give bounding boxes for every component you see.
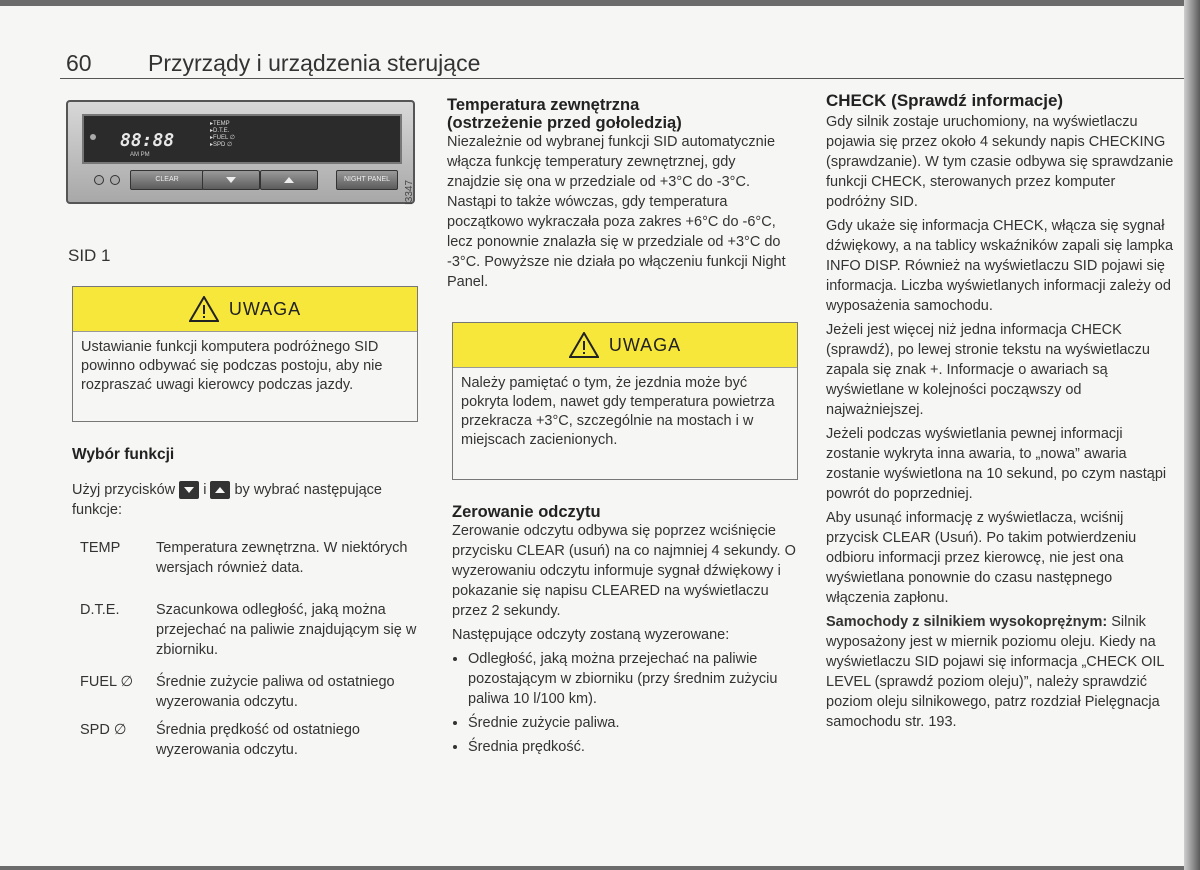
warning-header xyxy=(453,323,797,368)
sid-menu-item: ▸SPD ∅ xyxy=(210,142,233,148)
function-term: D.T.E. xyxy=(80,602,120,618)
check-p5: Aby usunąć informację z wyświetlacza, wciśnij przycisk CLEAR (Usuń). Po takim potwierdzeniu odbioru informacji przez kierowcę, nie jest ona wyświetlana ponownie do czasu następnego włączenia zapłonu. xyxy=(826,510,1137,606)
reset-paragraph: Zerowanie odczytu odbywa się poprzez wciśnięcie przycisku CLEAR (usuń) na co najmniej 4 sekundy. O wyzerowaniu odczytu informuje sygnał dźwiękowy i pokazanie się napisu CLEARED na wyświetlaczu przez 2 sekundy. xyxy=(452,523,796,619)
sid-screen xyxy=(82,114,402,164)
warning-label: UWAGA xyxy=(608,334,682,355)
warning-triangle-icon xyxy=(189,296,219,322)
arrow-down-icon xyxy=(226,177,236,183)
function-item xyxy=(80,720,430,768)
function-term: SPD ∅ xyxy=(80,722,127,738)
warning-text: Ustawianie funkcji komputera podróżnego SID powinno odbywać się podczas postoju, aby nie rozpraszać uwagi kierowcy podczas jazdy. xyxy=(81,339,383,393)
sid-display-illustration xyxy=(66,100,415,204)
function-def: Średnia prędkość od ostatniego wyzerowania odczytu. xyxy=(156,722,360,758)
function-term: FUEL ∅ xyxy=(80,674,134,690)
function-def: Średnie zużycie paliwa od ostatniego wyzerowania odczytu. xyxy=(156,674,395,710)
diesel-label: Samochody z silnikiem wysokoprężnym: xyxy=(826,614,1108,630)
warning-triangle-icon xyxy=(569,332,599,358)
sid-menu-list xyxy=(210,121,235,149)
sid-menu-item: ▸D.T.E. xyxy=(210,128,230,134)
temp-heading-1: Temperatura zewnętrzna xyxy=(447,96,640,114)
list-item: • Średnia prędkość. xyxy=(468,737,802,757)
warning-text: Należy pamiętać o tym, że jezdnia może być pokryta lodem, nawet gdy temperatura powietrza przekracza +3°C, szczególnie na mostach i w miejscach zacienionych. xyxy=(461,375,775,448)
sid-menu-item: ▸FUEL ∅ xyxy=(210,135,236,141)
function-item xyxy=(80,600,430,672)
function-item xyxy=(80,538,430,600)
temp-heading-2: (ostrzeżenie przed gołoledzią) xyxy=(447,114,682,132)
temp-paragraph: Niezależnie od wybranej funkcji SID automatycznie włącza funkcję temperatury zewnętrznej, gdy znajdzie się ona w przedziale od +3°C do -3°C. Nastąpi to także wówczas, gdy temperatura początkowo wykraczała poza zakres +6°C do -6°C, lecz ponownie znalazła się w przedziale od +3°C do -3°C. Powyższe nie działa po włączeniu funkcji Night Panel. xyxy=(447,134,786,290)
reset-heading: Zerowanie odczytu xyxy=(452,503,601,521)
function-list xyxy=(80,538,430,768)
page-number: 60 xyxy=(66,50,92,76)
sid-clear-button: CLEAR xyxy=(130,170,204,190)
function-item xyxy=(80,672,430,720)
diesel-text: Silnik wyposażony jest w miernik poziomu oleju. Kiedy na wyświetlaczu SID pojawi się informacja „CHECK OIL LEVEL (sprawdź poziom oleju)”, należy sprawdzić poziom oleju silnikowego, patrz rozdział Pielęgnacja samochodu str. 193. xyxy=(826,614,1164,730)
function-def: Szacunkowa odległość, jaką można przejechać na paliwie znajdującym się w zbiorniku. xyxy=(156,602,417,658)
sid-ampm: AM PM xyxy=(130,152,150,158)
function-term: TEMP xyxy=(80,540,121,556)
down-button-icon xyxy=(179,481,199,499)
middle-column xyxy=(447,96,797,296)
chapter-title: Przyrządy i urządzenia sterujące xyxy=(148,50,481,76)
knob-icon xyxy=(94,175,104,185)
section-title-wybor xyxy=(72,446,174,464)
intro-mid: i xyxy=(203,482,207,498)
check-p6 xyxy=(826,612,1174,732)
image-code: I3347 xyxy=(404,179,415,205)
list-item: • Średnie zużycie paliwa. xyxy=(468,713,802,733)
function-def: Temperatura zewnętrzna. W niektórych wersjach również data. xyxy=(156,540,408,576)
check-p1: Gdy silnik zostaje uruchomiony, na wyświetlaczu pojawia się przez około 4 sekundy napis CHECKING (sprawdzanie). W tym czasie odbywa się sprawdzanie funkcji CHECK, sterowanych przez komputer podróżny SID. xyxy=(826,114,1174,210)
warning-header xyxy=(73,287,417,332)
reset-list-intro: Następujące odczyty zostaną wyzerowane: xyxy=(452,627,730,643)
indicator-dot-icon xyxy=(90,134,96,140)
check-p4: Jeżeli podczas wyświetlania pewnej informacji zostanie wykryta inna awaria, to „nowa” awaria zostanie wyświetlona na 10 sekund, po czym nastąpi powrót do poprzedniej. xyxy=(826,426,1167,502)
check-heading: CHECK (Sprawdź informacje) xyxy=(826,91,1064,110)
sid-time-readout: 88:88 xyxy=(120,130,175,151)
warning-box-middle xyxy=(452,322,798,480)
page-edge xyxy=(1184,0,1200,870)
knob-icon xyxy=(110,175,120,185)
check-p2: Gdy ukaże się informacja CHECK, włącza się sygnał dźwiękowy, a na tablicy wskaźników zapali się lampka INFO DISP. Również na wyświetlaczu SID pojawi się informacja. Liczba wyświetlanych informacji zależy od wyposażenia samochodu. xyxy=(826,218,1174,314)
intro-before: Użyj przycisków xyxy=(72,482,176,498)
list-item: • Odległość, jaką można przejechać na paliwie pozostającym w zbiorniku (przy średnim zużyciu paliwa 10 l/100 km). xyxy=(468,649,802,709)
sid-up-button xyxy=(260,170,318,190)
header-rule xyxy=(60,78,1184,79)
intro-text xyxy=(72,480,422,520)
sid-title: SID 1 xyxy=(68,246,111,265)
warning-box-left xyxy=(72,286,418,422)
wybor-heading: Wybór funkcji xyxy=(72,446,175,463)
sid-down-button xyxy=(202,170,260,190)
reset-section xyxy=(452,503,802,761)
right-column xyxy=(826,92,1174,736)
intro-after: by wybrać następujące funkcje: xyxy=(72,482,382,518)
up-button-icon xyxy=(210,481,230,499)
reset-list xyxy=(452,649,802,757)
arrow-up-icon xyxy=(284,177,294,183)
sid-menu-item: ▸TEMP xyxy=(210,121,230,127)
sid-night-panel-button: NIGHT PANEL xyxy=(336,170,398,190)
check-p3: Jeżeli jest więcej niż jedna informacja CHECK (sprawdź), po lewej stronie tekstu na wyświetlaczu zapala się znak +. Informacje o awariach są wyświetlane w kolejności począwszy od najważniejszej. xyxy=(826,322,1150,418)
warning-label: UWAGA xyxy=(228,298,302,319)
